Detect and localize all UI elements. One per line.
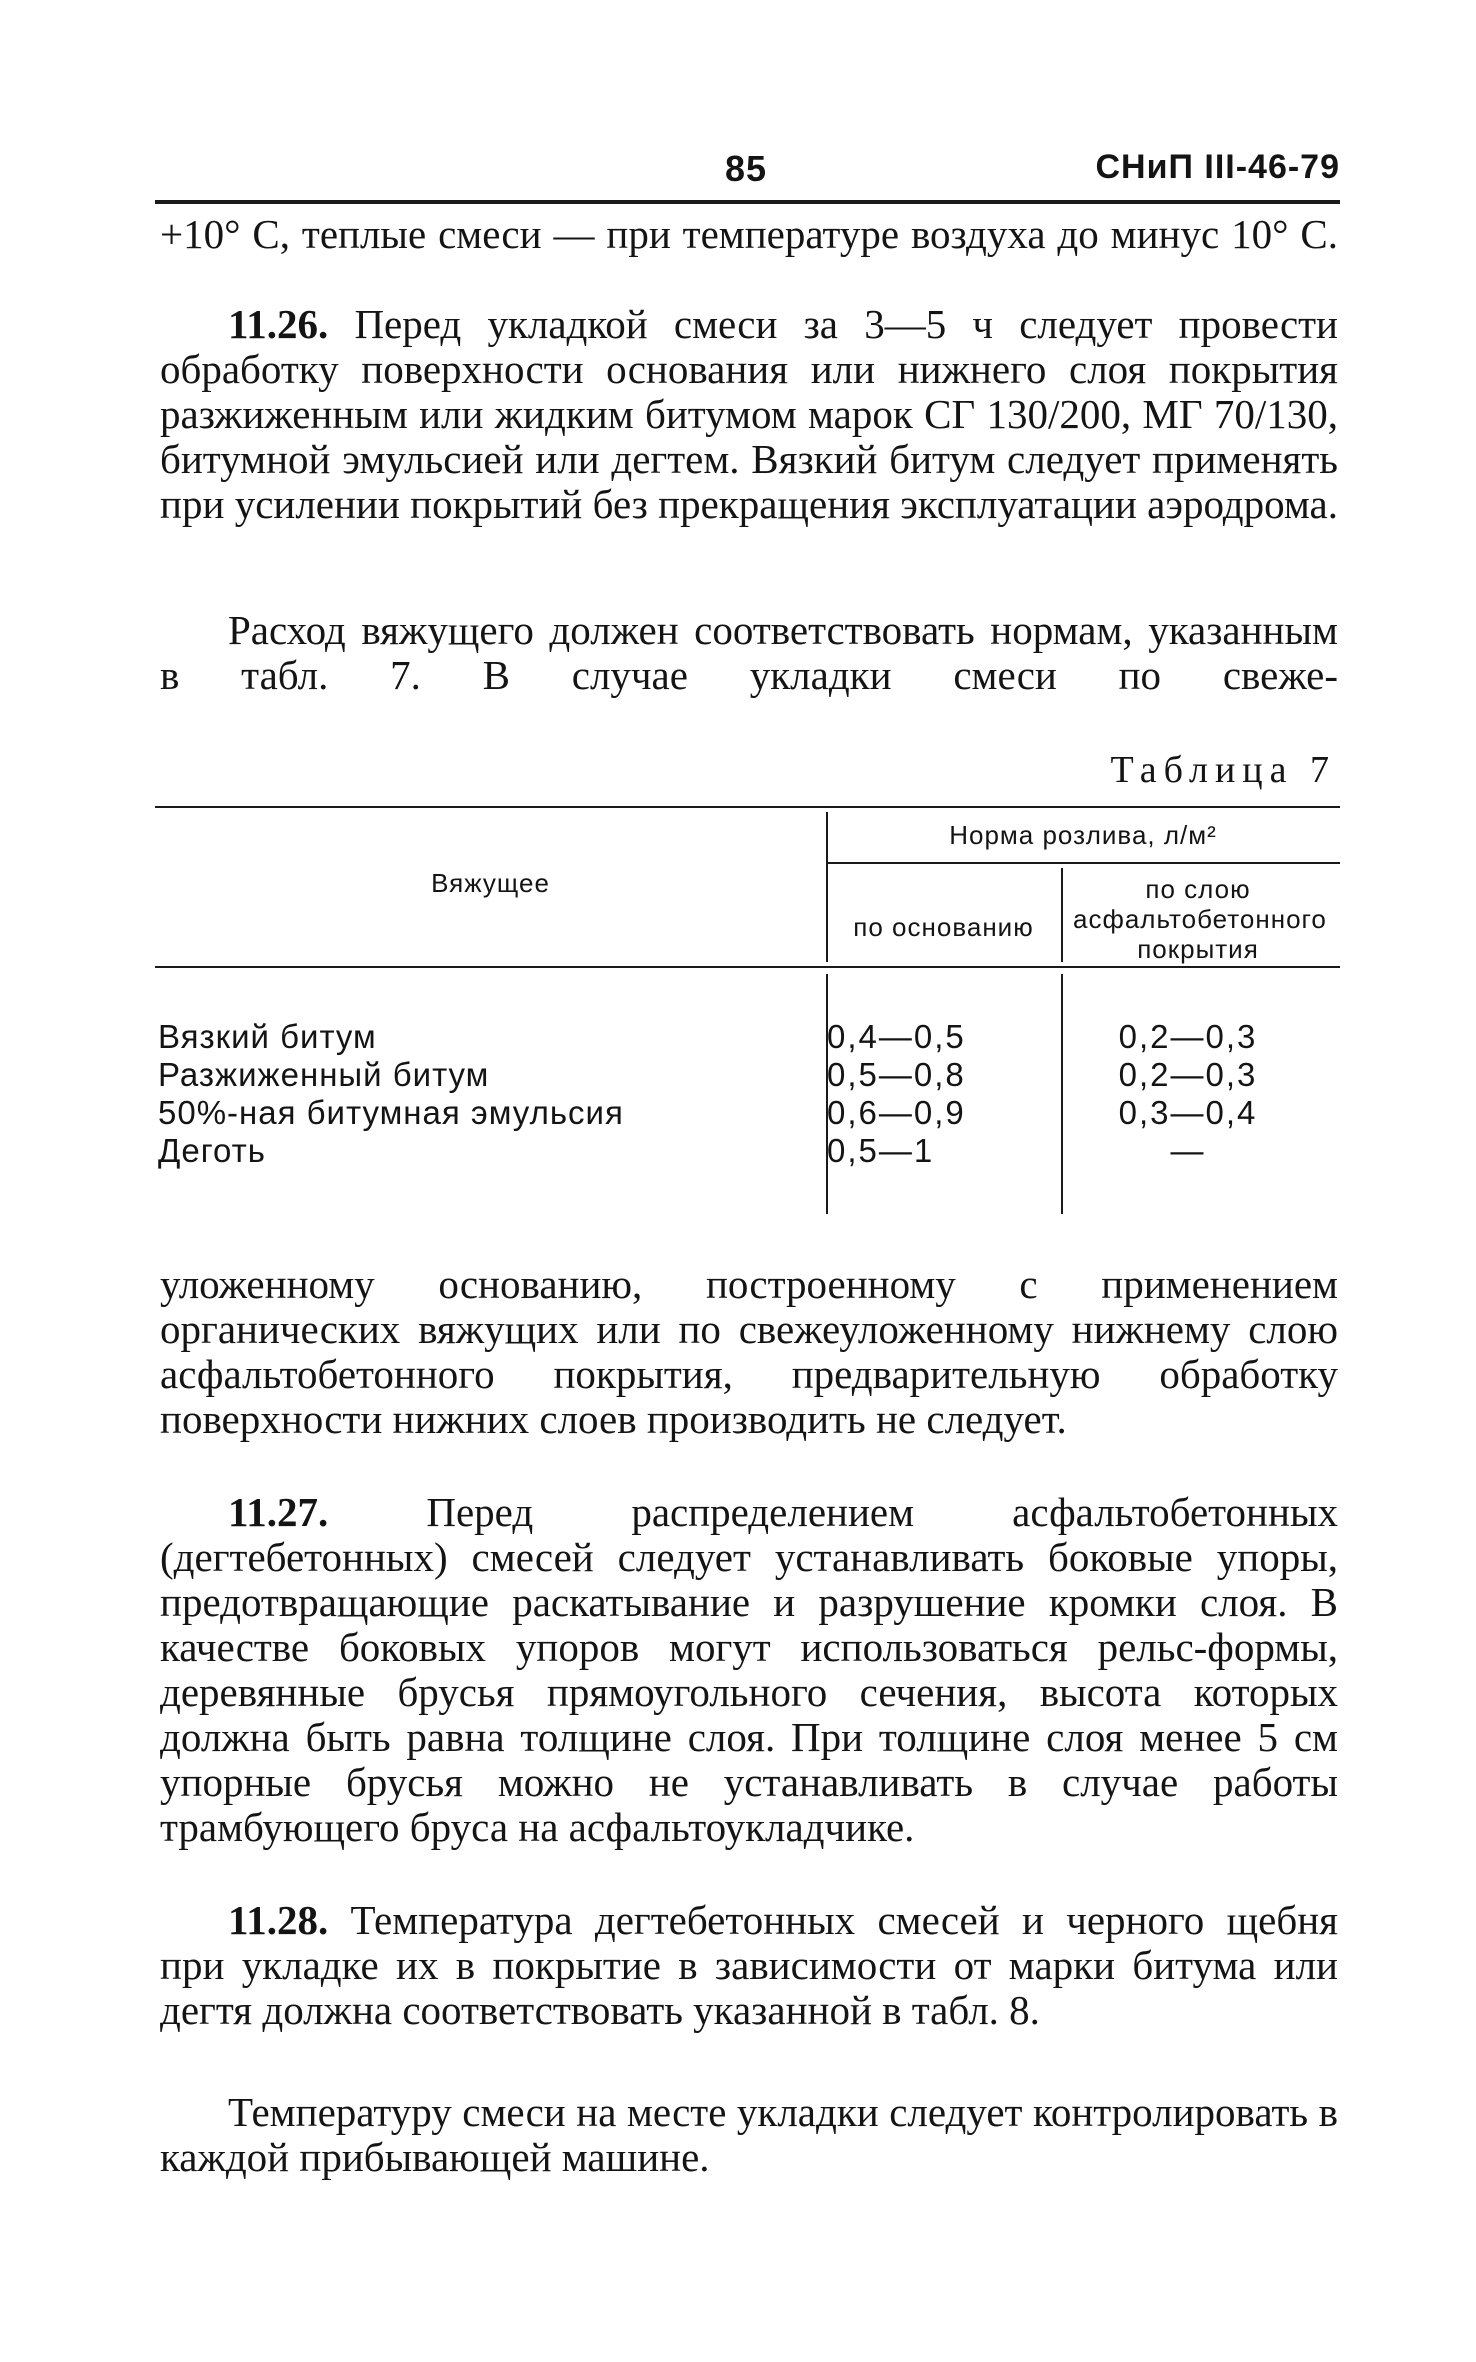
clause-number: 11.28.: [228, 1897, 329, 1943]
paragraph-table-continuation: уложенному основанию, построенному с применением органических вяжущих или по свежеуложенному нижнему слою асфальтобетонного покрытия, предварительную обработку поверхности нижних слоев производить не следует.: [160, 1261, 1338, 1442]
clause-number: 11.27.: [228, 1489, 329, 1535]
table-subheader-rule: [826, 862, 1340, 864]
header-layer: по слою асфальтобетонного покрытия: [1073, 874, 1327, 964]
table-caption: Таблица 7: [1110, 749, 1336, 791]
header-rule: [155, 200, 1340, 204]
page-number: 85: [725, 148, 768, 189]
table-7: [155, 806, 1340, 1216]
paragraph-11-26: 11.26. Перед укладкой смеси за 3—5 ч следует провести обработку поверхности основания или нижнего слоя покрытия разжиженным или жидким битумом марок СГ 130/200, МГ 70/130, битумной эмульсией или дегтем. Вязкий битум следует применять при усилении покрытий без прекращения эксплуатации аэродрома.: [160, 301, 1338, 527]
header-base: по основанию: [853, 912, 1034, 942]
paragraph-continuation: +10° С, теплые смеси — при температуре воздуха до минус 10° С.: [160, 211, 1338, 257]
table-row: 50%-ная битумная эмульсия 0,6—0,9 0,3—0,4: [158, 1094, 1258, 1131]
page-header: [155, 148, 1340, 198]
table-divider-2: [1061, 868, 1063, 962]
header-norm: Норма розлива, л/м²: [949, 820, 1217, 850]
table-row: Разжиженный битум 0,5—0,8 0,2—0,3: [158, 1056, 1258, 1093]
document-code: СНиП III-46-79: [1095, 148, 1340, 186]
table-row: Деготь 0,5—1 —: [158, 1132, 1206, 1169]
paragraph-temperature-control: Температуру смеси на месте укладки следует контролировать в каждой прибывающей машине.: [160, 2089, 1338, 2180]
paragraph-binder-consumption: Расход вяжущего должен соответствовать нормам, указанным в табл. 7. В случае укладки смеси по свеже-: [160, 607, 1338, 698]
clause-number: 11.26.: [228, 301, 329, 347]
paragraph-11-27: 11.27. Перед распределением асфальтобетонных (дегтебетонных) смесей следует устанавливать боковые упоры, предотвращающие раскатывание и разрушение кромки слоя. В качестве боковых упоров могут использоваться рельс-формы, деревянные брусья прямоугольного сечения, высота которых должна быть равна толщине слоя. При толщине слоя менее 5 см упорные брусья можно не устанавливать в случае работы трамбующего бруса на асфальтоукладчике.: [160, 1489, 1338, 1850]
table-header-rule: [155, 966, 1340, 968]
header-binder: Вяжущее: [431, 868, 550, 898]
paragraph-11-28: 11.28. Температура дегтебетонных смесей и черного щебня при укладке их в покрытие в зависимости от марки битума или дегтя должна соответствовать указанной в табл. 8.: [160, 1897, 1338, 2033]
table-row: Вязкий битум 0,4—0,5 0,2—0,3: [158, 1018, 1258, 1055]
table-top-rule: [155, 806, 1340, 808]
